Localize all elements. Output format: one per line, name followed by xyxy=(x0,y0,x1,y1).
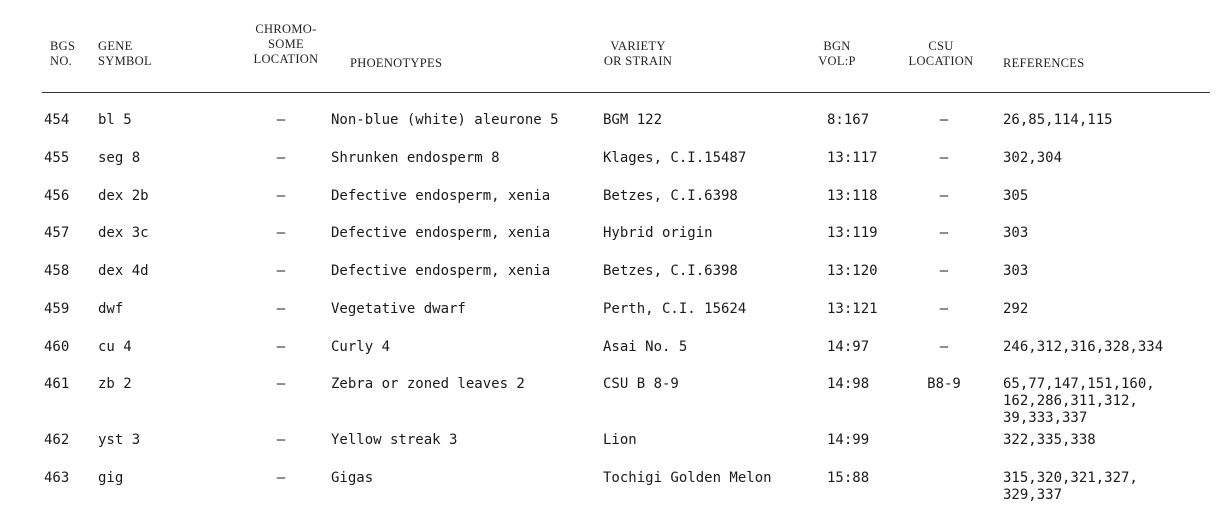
cell-references: 322,335,338 xyxy=(1003,432,1096,448)
table-row xyxy=(0,225,1226,245)
cell-chromosome: – xyxy=(276,432,286,448)
cell-csu-location: – xyxy=(939,150,949,166)
cell-phenotype: Non-blue (white) aleurone 5 xyxy=(331,112,559,128)
header-variety-or-strain: VARIETY OR STRAIN xyxy=(603,39,673,68)
cell-references: 305 xyxy=(1003,188,1029,204)
cell-csu-location: – xyxy=(939,263,949,279)
cell-bgs-no: 459 xyxy=(44,301,70,317)
cell-references: 246,312,316,328,334 xyxy=(1003,339,1164,355)
cell-variety: Lion xyxy=(603,432,637,448)
cell-variety: Betzes, C.I.6398 xyxy=(603,188,738,204)
cell-bgn-vol-p: 13:120 xyxy=(827,263,878,279)
table-row xyxy=(0,376,1226,426)
cell-bgs-no: 458 xyxy=(44,263,70,279)
cell-references: 315,320,321,327, 329,337 xyxy=(1003,470,1138,503)
cell-phenotype: Vegetative dwarf xyxy=(331,301,466,317)
cell-phenotype: Defective endosperm, xenia xyxy=(331,263,551,279)
cell-chromosome: – xyxy=(276,225,286,241)
cell-references: 292 xyxy=(1003,301,1029,317)
cell-bgn-vol-p: 8:167 xyxy=(827,112,870,128)
cell-bgs-no: 460 xyxy=(44,339,70,355)
cell-gene-symbol: seg 8 xyxy=(98,150,141,166)
cell-bgn-vol-p: 13:119 xyxy=(827,225,878,241)
cell-bgs-no: 455 xyxy=(44,150,70,166)
table-row xyxy=(0,263,1226,283)
cell-variety: Betzes, C.I.6398 xyxy=(603,263,738,279)
cell-csu-location: – xyxy=(939,225,949,241)
cell-chromosome: – xyxy=(276,112,286,128)
cell-gene-symbol: zb 2 xyxy=(98,376,132,392)
cell-chromosome: – xyxy=(276,150,286,166)
cell-bgs-no: 461 xyxy=(44,376,70,392)
cell-csu-location: – xyxy=(939,188,949,204)
cell-bgs-no: 456 xyxy=(44,188,70,204)
cell-phenotype: Zebra or zoned leaves 2 xyxy=(331,376,525,392)
cell-csu-location: – xyxy=(939,301,949,317)
cell-bgn-vol-p: 13:121 xyxy=(827,301,878,317)
cell-chromosome: – xyxy=(276,188,286,204)
header-chromosome-location: CHROMO- SOME LOCATION xyxy=(253,22,319,66)
cell-bgs-no: 463 xyxy=(44,470,70,486)
header-gene-symbol: GENE SYMBOL xyxy=(98,39,152,68)
header-phenotypes: PHOENOTYPES xyxy=(350,56,443,70)
cell-bgs-no: 454 xyxy=(44,112,70,128)
cell-references: 26,85,114,115 xyxy=(1003,112,1113,128)
cell-csu-location: – xyxy=(939,112,949,128)
cell-chromosome: – xyxy=(276,301,286,317)
cell-bgn-vol-p: 14:99 xyxy=(827,432,870,448)
header-bgn-vol-p: BGN VOL:P xyxy=(818,39,856,68)
table-row xyxy=(0,301,1226,321)
cell-bgn-vol-p: 13:118 xyxy=(827,188,878,204)
cell-variety: Asai No. 5 xyxy=(603,339,688,355)
cell-gene-symbol: cu 4 xyxy=(98,339,132,355)
cell-variety: Tochigi Golden Melon xyxy=(603,470,772,486)
cell-gene-symbol: gig xyxy=(98,470,124,486)
cell-phenotype: Yellow streak 3 xyxy=(331,432,458,448)
cell-csu-location: – xyxy=(939,339,949,355)
table-row xyxy=(0,112,1226,132)
cell-bgn-vol-p: 13:117 xyxy=(827,150,878,166)
cell-variety: Perth, C.I. 15624 xyxy=(603,301,747,317)
cell-gene-symbol: dex 3c xyxy=(98,225,149,241)
cell-references: 303 xyxy=(1003,225,1029,241)
header-csu-location: CSU LOCATION xyxy=(908,39,974,68)
cell-gene-symbol: yst 3 xyxy=(98,432,141,448)
cell-chromosome: – xyxy=(276,339,286,355)
cell-phenotype: Defective endosperm, xenia xyxy=(331,225,551,241)
table-row xyxy=(0,188,1226,208)
cell-bgn-vol-p: 15:88 xyxy=(827,470,870,486)
header-bgs-no: BGS NO. xyxy=(50,39,76,68)
table-row xyxy=(0,432,1226,452)
cell-csu-location: B8-9 xyxy=(927,376,961,392)
cell-bgs-no: 457 xyxy=(44,225,70,241)
cell-variety: Hybrid origin xyxy=(603,225,713,241)
cell-chromosome: – xyxy=(276,263,286,279)
table-row xyxy=(0,470,1226,503)
cell-variety: BGM 122 xyxy=(603,112,663,128)
cell-phenotype: Gigas xyxy=(331,470,374,486)
cell-chromosome: – xyxy=(276,470,286,486)
cell-variety: Klages, C.I.15487 xyxy=(603,150,747,166)
cell-gene-symbol: dex 4d xyxy=(98,263,149,279)
cell-phenotype: Shrunken endosperm 8 xyxy=(331,150,500,166)
cell-gene-symbol: bl 5 xyxy=(98,112,132,128)
cell-references: 65,77,147,151,160, 162,286,311,312, 39,333,337 xyxy=(1003,376,1155,426)
cell-references: 302,304 xyxy=(1003,150,1063,166)
cell-gene-symbol: dex 2b xyxy=(98,188,149,204)
cell-phenotype: Curly 4 xyxy=(331,339,391,355)
cell-bgn-vol-p: 14:97 xyxy=(827,339,870,355)
cell-bgs-no: 462 xyxy=(44,432,70,448)
cell-bgn-vol-p: 14:98 xyxy=(827,376,870,392)
cell-variety: CSU B 8-9 xyxy=(603,376,679,392)
cell-phenotype: Defective endosperm, xenia xyxy=(331,188,551,204)
cell-references: 303 xyxy=(1003,263,1029,279)
table-row xyxy=(0,150,1226,170)
cell-chromosome: – xyxy=(276,376,286,392)
cell-gene-symbol: dwf xyxy=(98,301,124,317)
header-references: REFERENCES xyxy=(1003,56,1085,70)
table-row xyxy=(0,339,1226,359)
